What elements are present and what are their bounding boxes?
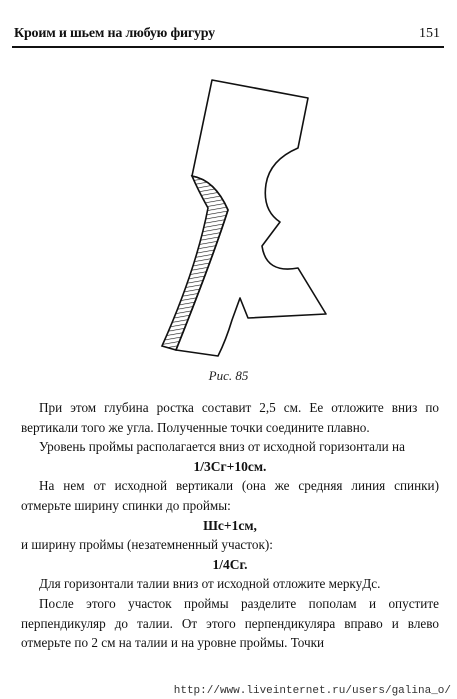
running-header <box>12 22 444 48</box>
paragraph: Для горизонтали талии вниз от исходной отложите меркуДс. <box>39 576 381 592</box>
paragraph: На нем от исходной вертикали (она же средняя линия спинки) отмерьте ширину спинки до проймы: <box>21 478 439 513</box>
pattern-outline <box>176 80 326 356</box>
hatched-strip <box>162 176 228 350</box>
formula: Шс+1см, <box>203 517 257 533</box>
formula: 1/3Сг+10см. <box>193 458 267 474</box>
header-rule <box>12 46 444 48</box>
watermark-url: http://www.liveinternet.ru/users/galina_o/ <box>173 685 451 697</box>
book-title: Кроим и шьем на любую фигуру <box>14 26 215 41</box>
paragraph: и ширину проймы (незатемненный участок): <box>21 537 273 553</box>
pattern-figure <box>0 60 457 400</box>
figure-caption: Рис. 85 <box>208 368 249 383</box>
paragraph: После этого участок проймы разделите пополам и опустите перпендикуляр до талии. От этого перпендикуляра вправо и влево отмерьте по 2 см на талии и на уровне проймы. Точки <box>21 595 439 651</box>
formula: 1/4Сг. <box>212 556 248 572</box>
page-number: 151 <box>419 26 440 41</box>
body-text <box>21 398 439 653</box>
paragraph: Уровень проймы располагается вниз от исходной горизонтали на <box>39 439 405 455</box>
paragraph: При этом глубина ростка составит 2,5 см. Ее отложите вниз по вертикали того же угла. Полученные точки соедините плавно. <box>21 400 439 435</box>
pattern-drawing <box>0 60 457 400</box>
